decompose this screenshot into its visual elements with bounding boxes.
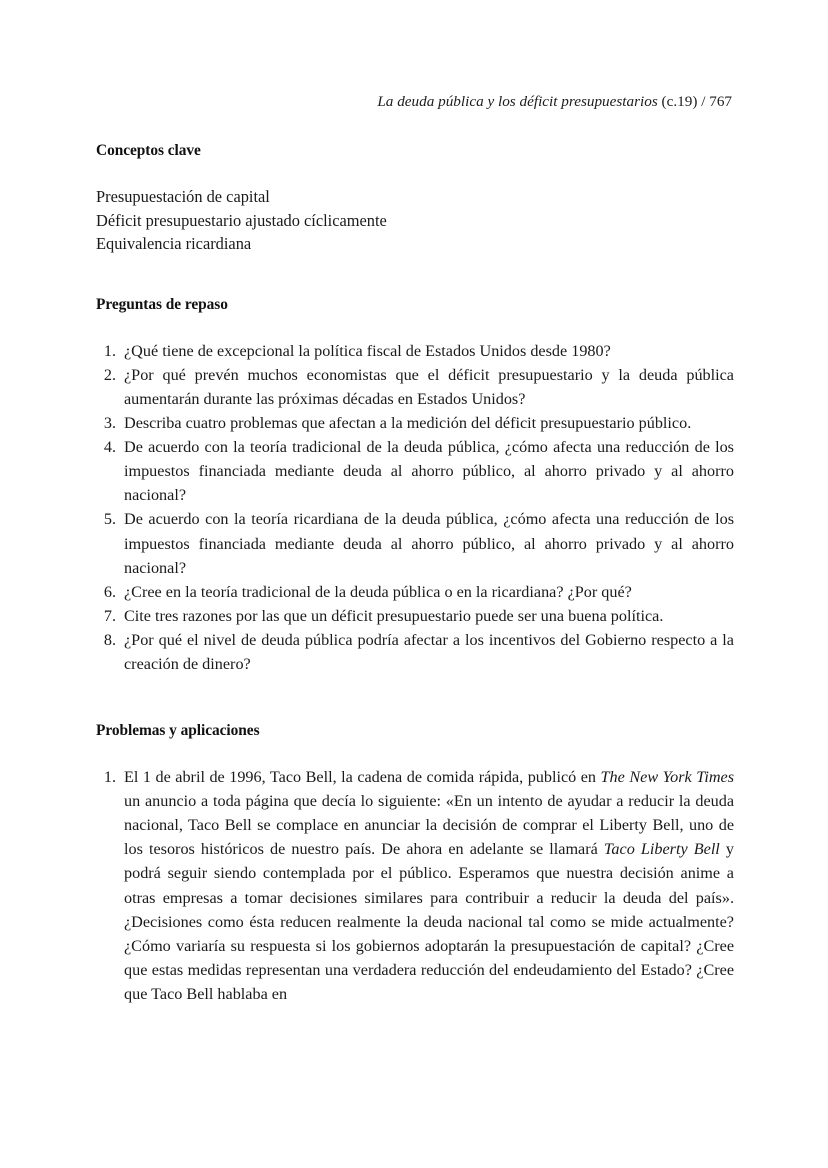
spacer [96,161,734,185]
item-marker: 6. [103,582,116,601]
spacer [96,256,734,294]
question-item-4 [96,435,734,507]
italic-run: The New York Times [600,768,735,787]
running-head-chapter: (c.19) [661,93,698,110]
item-text: ¿Cree en la teoría tradicional de la deuda pública o en la ricardiana? ¿Por qué? [124,582,632,601]
spacer [96,676,734,720]
running-head-title: La deuda pública y los déficit presupuestarios [377,93,658,110]
question-item-7 [96,604,734,628]
list-item: Déficit presupuestario ajustado cíclicamente [96,210,387,230]
item-marker: 3. [103,414,116,433]
item-text: De acuerdo con la teoría ricardiana de la deuda pública, ¿cómo afecta una reducción de los impuestos financiada mediante deuda al ahorro público, al ahorro privado y al ahorro nacional? [124,510,734,577]
spacer [96,741,734,765]
item-marker: 5. [103,510,116,529]
problem-item-1 [96,765,734,1006]
running-head-separator: / [701,93,706,110]
list-item: Equivalencia ricardiana [96,234,252,254]
question-item-1 [96,339,734,363]
heading-conceptos-clave: Conceptos clave [96,142,201,159]
text-run: un anuncio a toda página que decía lo siguiente: «En un intento de ayudar a reducir la deuda nacional, Taco Bell se complace en anunciar la decisión de comprar el Liberty Bell, uno de los tesoros históricos de nuestro país. De ahora en adelante se llamará [124,792,734,859]
heading-preguntas-de-repaso: Preguntas de repaso [96,295,228,313]
item-marker: 8. [103,630,116,649]
problemas-y-aplicaciones-list [96,765,734,1006]
spacer [96,315,734,339]
item-marker: 7. [103,606,116,625]
text-run: El 1 de abril de 1996, Taco Bell, la cadena de comida rápida, publicó en [124,768,601,787]
question-item-2 [96,363,734,411]
preguntas-de-repaso-list [96,339,734,676]
item-text: ¿Por qué el nivel de deuda pública podría afectar a los incentivos del Gobierno respecto a la creación de dinero? [124,630,734,673]
item-text [124,765,734,1006]
question-item-3 [96,411,734,435]
item-text: De acuerdo con la teoría tradicional de la deuda pública, ¿cómo afecta una reducción de los impuestos financiada mediante deuda al ahorro público, al ahorro privado y al ahorro nacional? [124,438,734,505]
page-number: 767 [709,93,732,110]
page-content [96,140,734,1006]
item-text: ¿Qué tiene de excepcional la política fiscal de Estados Unidos desde 1980? [124,341,611,360]
item-marker: 1. [103,341,116,360]
italic-run: Taco Liberty Bell [603,840,720,859]
item-marker: 1. [103,768,116,787]
conceptos-clave-list [96,185,734,256]
item-marker: 2. [103,365,116,384]
question-item-5 [96,507,734,579]
heading-problemas-y-aplicaciones: Problemas y aplicaciones [96,722,260,740]
question-item-8 [96,628,734,676]
item-text: Describa cuatro problemas que afectan a la medición del déficit presupuestario público. [124,414,692,433]
question-item-6 [96,580,734,604]
list-item: Presupuestación de capital [96,187,270,206]
item-text: ¿Por qué prevén muchos economistas que el déficit presupuestario y la deuda pública aumentarán durante las próximas décadas en Estados Unidos? [124,365,734,408]
text-run: y podrá seguir siendo contemplada por el público. Esperamos que nuestra decisión anime a otras empresas a tomar decisiones similares para contribuir a reducir la deuda del país». ¿Decisiones como ésta reducen realmente la deuda nacional tal como se mide actualmente? ¿Cómo variaría su respuesta si los gobiernos adoptarán la presupuestación de capital? ¿Cree que estas medidas representan una verdadera reducción del endeudamiento del Estado? ¿Cree que Taco Bell hablaba en [124,840,734,1003]
running-head [96,92,732,112]
item-marker: 4. [103,438,116,457]
item-text: Cite tres razones por las que un déficit presupuestario puede ser una buena política. [124,606,664,625]
